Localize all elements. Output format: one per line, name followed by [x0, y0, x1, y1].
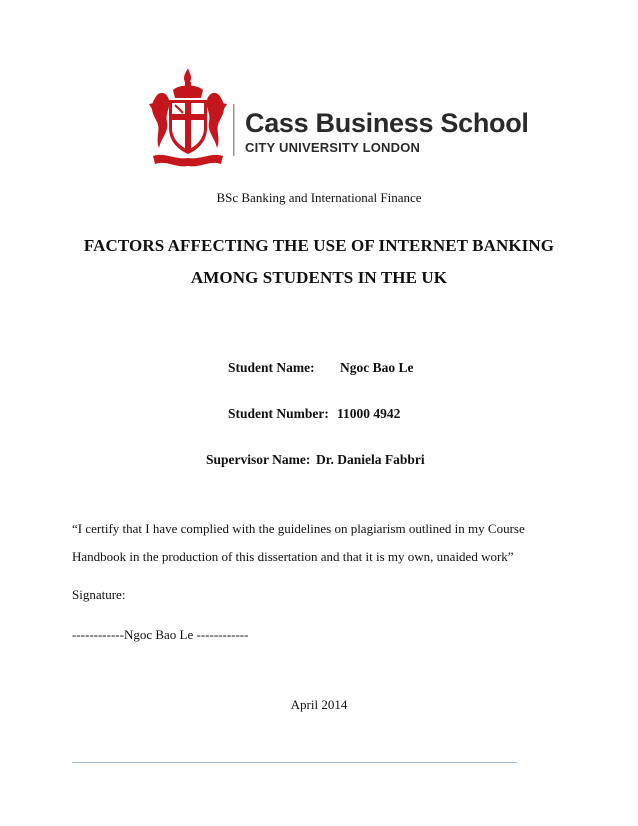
- student-name-label: Student Name:: [228, 360, 315, 375]
- programme-name: BSc Banking and International Finance: [216, 190, 422, 205]
- dissertation-title-line-2: AMONG STUDENTS IN THE UK: [190, 268, 448, 287]
- declaration-line-1: “I certify that I have complied with the guidelines on plagiarism outlined in my Course: [72, 521, 525, 536]
- student-number-value: 11000 4942: [337, 406, 401, 421]
- student-name-value: Ngoc Bao Le: [340, 360, 414, 375]
- signature-label: Signature:: [72, 587, 126, 602]
- school-name: Cass Business School: [245, 108, 529, 138]
- supervisor-label: Supervisor Name:: [206, 452, 311, 467]
- supervisor-value: Dr. Daniela Fabbri: [316, 452, 425, 467]
- footer-divider: [72, 762, 517, 763]
- signature-line: ------------Ngoc Bao Le ------------: [72, 627, 249, 642]
- student-number-label: Student Number:: [228, 406, 329, 421]
- dissertation-title-line-1: FACTORS AFFECTING THE USE OF INTERNET BANKING: [83, 236, 555, 255]
- submission-date: April 2014: [290, 697, 348, 712]
- declaration-line-2: Handbook in the production of this dissertation and that it is my own, unaided work”: [72, 549, 514, 564]
- university-name: CITY UNIVERSITY LONDON: [245, 140, 421, 155]
